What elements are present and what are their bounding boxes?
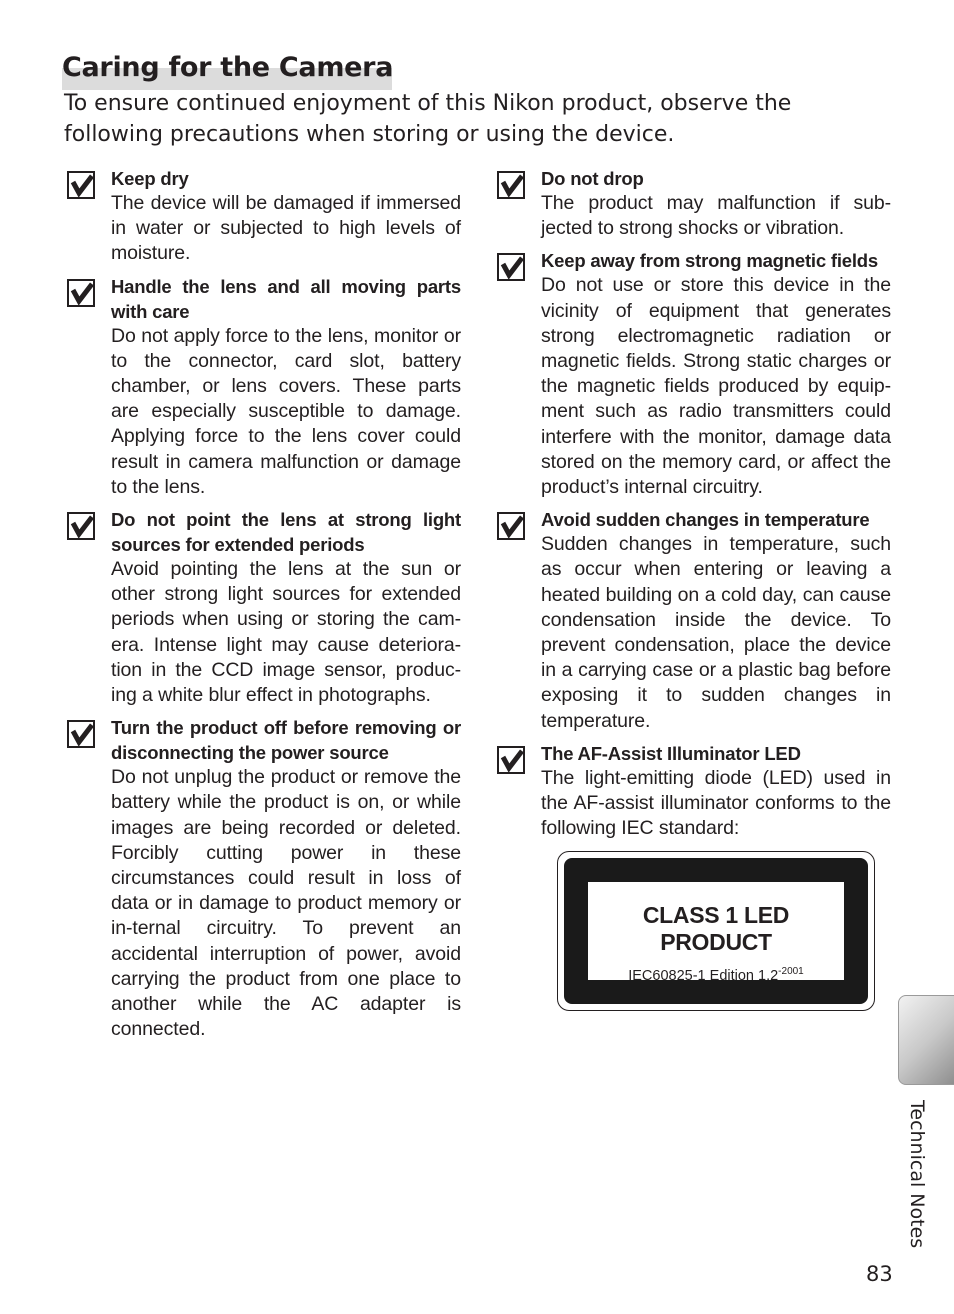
- checkmark-icon: [67, 279, 95, 307]
- precaution-heading: Keep away from strong magnetic fields: [541, 250, 878, 272]
- precaution-body: Do not apply force to the lens, monitor or to the connector, card slot, battery chamber, or lens covers. These parts are especially susceptible to damage. Applying force to the lens cover could result in camera malfunction or damage to the lens.: [111, 324, 461, 498]
- checkmark-icon: [497, 171, 525, 199]
- led-label-superscript: -2001: [778, 966, 804, 977]
- checkmark-icon: [67, 512, 95, 540]
- precaution-body: Avoid pointing the lens at the sun or other strong light sources for extended periods when using or storing the cam-era. Intense light may cause deteriora-tion in the CCD image sensor, produc-ing a white blur effect in photographs.: [111, 558, 461, 707]
- precaution-body: Sudden changes in temperature, such as occur when entering or leaving a heated building on a cold day, can cause condensation inside the device. To prevent condensation, place the device in a carrying case or a plastic bag before exposing it to sudden changes in temperature.: [541, 533, 891, 732]
- led-class-label: [557, 851, 875, 1011]
- left-column: [111, 166, 461, 1049]
- precaution-body: The light-emitting diode (LED) used in the AF-assist illuminator conforms to the following IEC standard:: [541, 766, 891, 840]
- section-tab: [898, 995, 954, 1085]
- checkmark-icon: [497, 253, 525, 281]
- led-label-border: [564, 858, 868, 1004]
- precaution-heading: Keep dry: [111, 168, 189, 189]
- precaution-heading: The AF-Assist Illuminator LED: [541, 742, 801, 764]
- section-side-label: Technical Notes: [906, 1100, 928, 1249]
- page-number: 83: [866, 1262, 893, 1286]
- led-label-standard: IEC60825-1 Edition $1.2^{-2001}$: [628, 966, 804, 984]
- checkmark-icon: [497, 512, 525, 540]
- precaution-body: Do not unplug the product or remove the battery while the product is on, or while images are being recorded or deleted. Forcibly cutting power in these circumstances could result in loss of data or in damage to product memory or in-ternal circuitry. To prevent an accidental interruption of power, avoid carrying the product from one place to another while the AC adapter is connected.: [111, 766, 461, 1041]
- title-block: [62, 52, 393, 83]
- precaution-heading: Do not drop: [541, 168, 644, 189]
- led-label-title: CLASS 1 LED PRODUCT: [642, 902, 790, 955]
- right-column: [541, 166, 891, 848]
- page-title: Caring for the Camera: [62, 52, 394, 83]
- precaution-heading: Avoid sudden changes in temperature: [541, 509, 870, 531]
- checkmark-icon: [67, 720, 95, 748]
- precaution-heading: Handle the lens and all moving parts with care: [111, 275, 461, 322]
- led-label-panel: [588, 882, 844, 984]
- precaution-heading: Turn the product off before removing or disconnecting the power source: [111, 717, 461, 764]
- precaution-item: [541, 741, 891, 842]
- precaution-item: [111, 166, 461, 267]
- precaution-item: [111, 715, 461, 1042]
- precaution-item: [541, 166, 891, 241]
- precaution-item: [111, 274, 461, 500]
- checkmark-icon: [497, 746, 525, 774]
- precaution-item: [541, 507, 891, 734]
- checkmark-icon: [67, 171, 95, 199]
- precaution-heading: Do not point the lens at strong light sources for extended periods: [111, 509, 461, 556]
- precaution-body: The device will be damaged if immersed in water or subjected to high levels of moisture.: [111, 192, 461, 265]
- precaution-body: The product may malfunction if sub-jected to strong shocks or vibration.: [541, 192, 891, 240]
- precaution-item: [541, 248, 891, 500]
- intro-paragraph: To ensure continued enjoyment of this Nikon product, observe the following precautions when storing or using the device.: [64, 91, 792, 147]
- precaution-body: Do not use or store this device in the vicinity of equipment that generates strong electromagnetic radiation or magnetic fields. Strong static charges or the magnetic fields produced by equip-ment such as radio transmitters could interfere with the monitor, damage data stored on the memory card, or affect the product’s internal circuitry.: [541, 274, 891, 499]
- precaution-item: [111, 507, 461, 708]
